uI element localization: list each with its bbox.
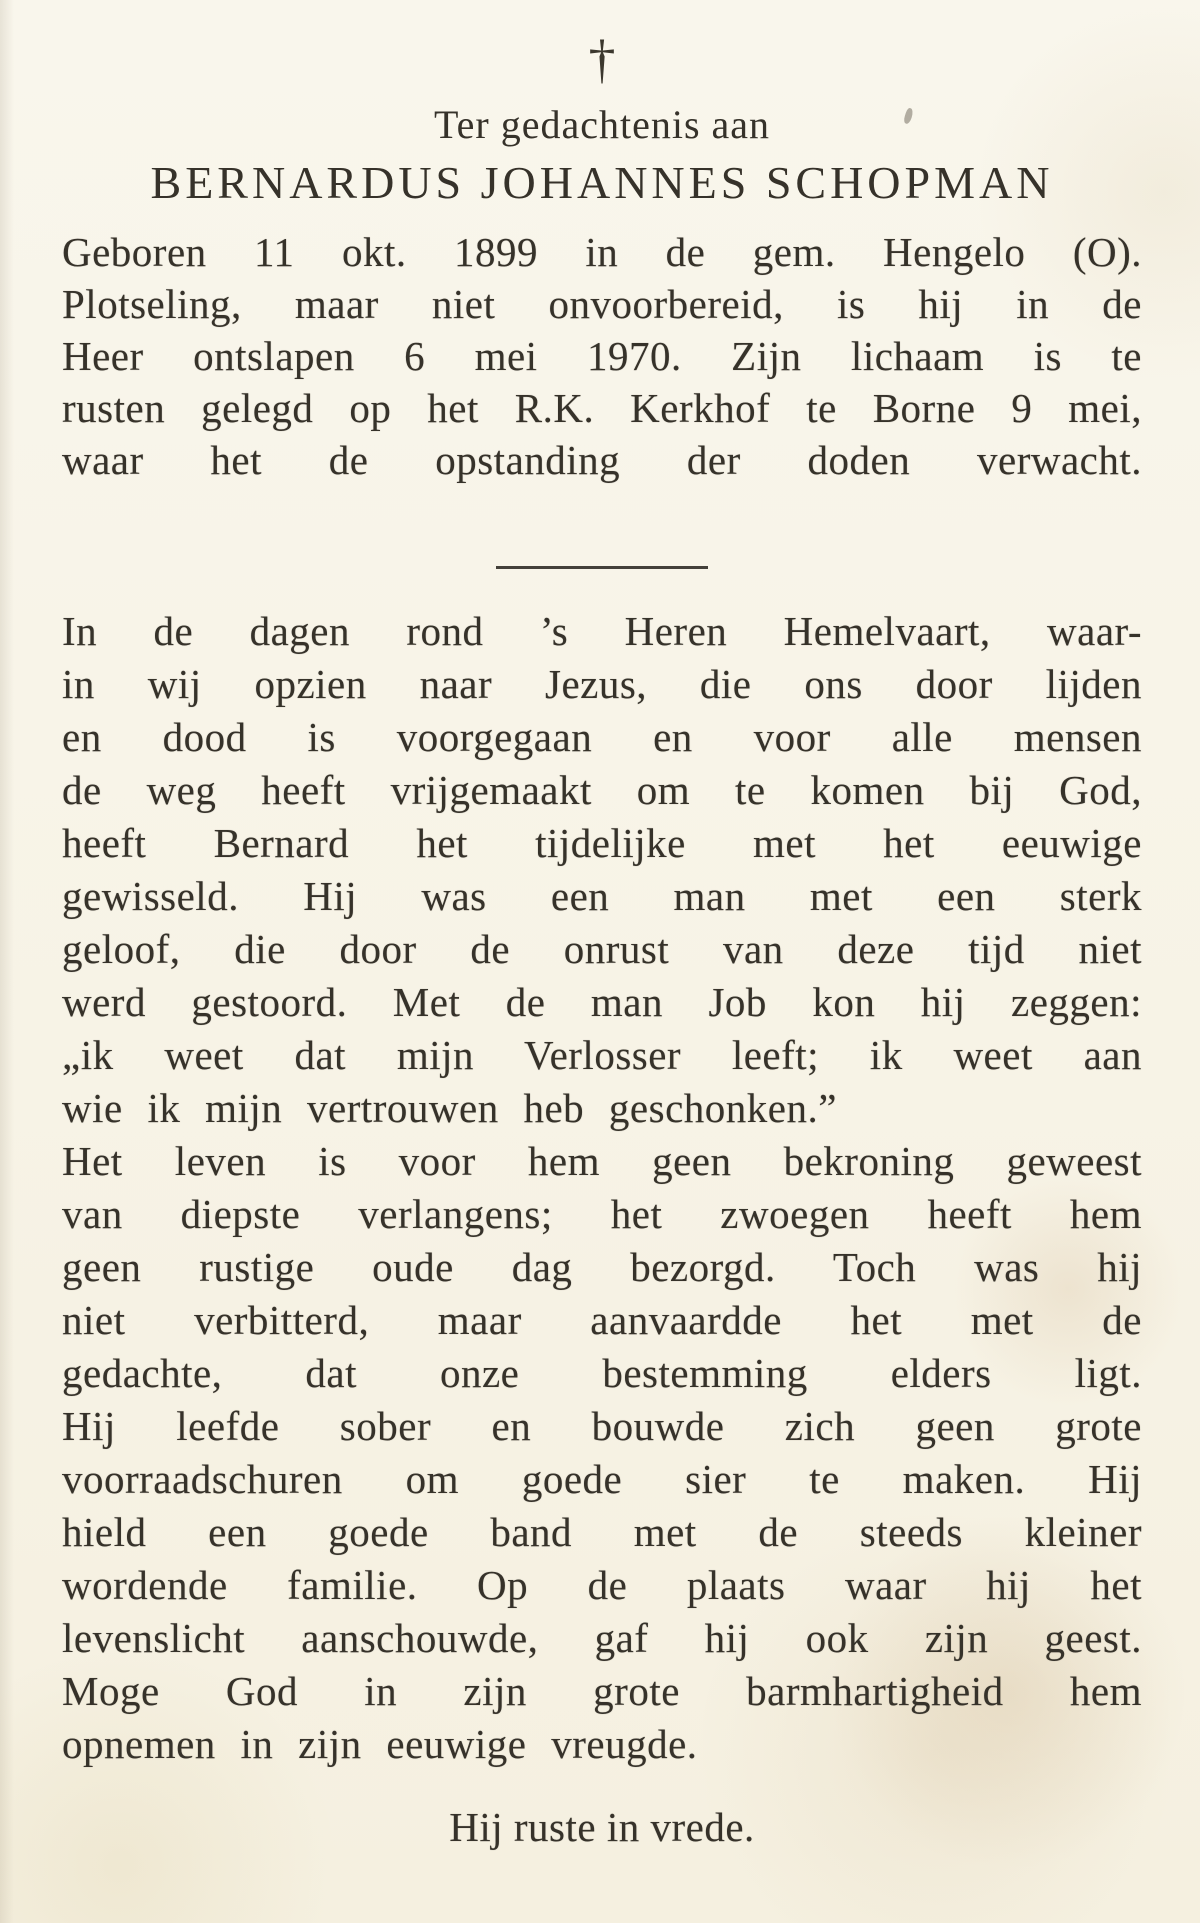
text-line: Geboren 11 okt. 1899 in de gem. Hengelo (O). [62, 229, 1142, 275]
text-line: rusten gelegd op het R.K. Kerkhof te Borne 9 mei, [62, 385, 1142, 431]
text-line: niet verbitterd, maar aanvaardde het met de [62, 1297, 1142, 1343]
text-line: Hij leefde sober en bouwde zich geen grote [62, 1403, 1142, 1449]
text-line: geloof, die door de onrust van deze tijd niet [62, 926, 1142, 972]
card-content [0, 30, 1200, 1853]
text-line: Heer ontslapen 6 mei 1970. Zijn lichaam is te [62, 333, 1142, 379]
text-line: en dood is voorgegaan en voor alle mensen [62, 714, 1142, 760]
body-paragraph [62, 605, 1142, 1771]
text-line: werd gestoord. Met de man Job kon hij zeggen: [62, 979, 1142, 1025]
text-line: In de dagen rond ’s Heren Hemelvaart, waar- [62, 608, 1142, 654]
text-line: hield een goede band met de steeds kleiner [62, 1509, 1142, 1555]
text-line: van diepste verlangens; het zwoegen heeft hem [62, 1191, 1142, 1237]
text-line: geen rustige oude dag bezorgd. Toch was hij [62, 1244, 1142, 1290]
deceased-name: BERNARDUS JOHANNES SCHOPMAN [150, 157, 1054, 208]
intro-paragraph [62, 226, 1142, 486]
text-line: in wij opzien naar Jezus, die ons door lijden [62, 661, 1142, 707]
text-line: voorraadschuren om goede sier te maken. Hij [62, 1456, 1142, 1502]
text-line: Plotseling, maar niet onvoorbereid, is hij in de [62, 281, 1142, 327]
text-line: wie ik mijn vertrouwen heb geschonken.” [62, 1085, 837, 1131]
text-line: heeft Bernard het tijdelijke met het eeuwige [62, 820, 1142, 866]
text-line: „ik weet dat mijn Verlosser leeft; ik weet aan [62, 1032, 1142, 1078]
text-line: de weg heeft vrijgemaakt om te komen bij God, [62, 767, 1142, 813]
text-line: waar het de opstanding der doden verwacht. [62, 437, 1142, 483]
section-divider [496, 566, 708, 569]
closing-line: Hij ruste in vrede. [449, 1804, 755, 1850]
memorial-cross-icon: † [588, 29, 616, 89]
dedication-line: Ter gedachtenis aan [433, 102, 771, 147]
text-line: levenslicht aanschouwde, gaf hij ook zijn geest. [62, 1615, 1142, 1661]
text-line: gewisseld. Hij was een man met een sterk [62, 873, 1142, 919]
text-line: opnemen in zijn eeuwige vreugde. [62, 1721, 698, 1767]
text-line: gedachte, dat onze bestemming elders ligt. [62, 1350, 1142, 1396]
text-line: Moge God in zijn grote barmhartigheid hem [62, 1668, 1142, 1714]
text-line: wordende familie. Op de plaats waar hij het [62, 1562, 1142, 1608]
text-line: Het leven is voor hem geen bekroning geweest [62, 1138, 1142, 1184]
